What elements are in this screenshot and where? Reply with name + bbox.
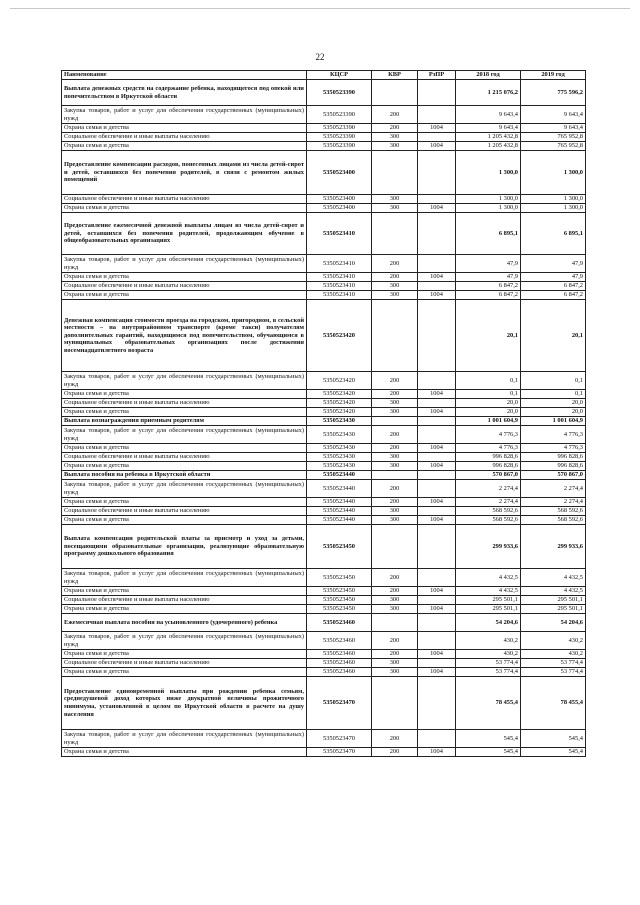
table-row	[62, 596, 586, 605]
cell-name: Охрана семьи и детства	[62, 587, 307, 596]
cell-rzpr: 1004	[418, 124, 456, 133]
cell-rzpr: 1004	[418, 444, 456, 453]
cell-2018: 78 455,4	[456, 677, 521, 730]
table-row	[62, 204, 586, 213]
cell-name: Выплата пособия на ребенка в Иркутской области	[62, 471, 307, 480]
cell-2018: 6 895,1	[456, 213, 521, 255]
cell-rzpr	[418, 399, 456, 408]
cell-rzpr	[418, 659, 456, 668]
cell-2018: 6 847,2	[456, 282, 521, 291]
cell-kcsr: 5350523420	[307, 390, 372, 399]
cell-rzpr: 1004	[418, 291, 456, 300]
cell-kvr: 200	[372, 480, 418, 498]
cell-2018: 295 501,1	[456, 605, 521, 614]
table-row	[62, 507, 586, 516]
cell-kvr: 300	[372, 668, 418, 677]
cell-kvr: 200	[372, 273, 418, 282]
cell-kvr: 300	[372, 195, 418, 204]
cell-2018: 1 001 604,9	[456, 417, 521, 426]
cell-2018: 53 774,4	[456, 668, 521, 677]
cell-kvr: 300	[372, 605, 418, 614]
cell-kvr: 300	[372, 142, 418, 151]
cell-kvr: 300	[372, 596, 418, 605]
cell-2019: 47,9	[521, 273, 586, 282]
cell-2018: 9 643,4	[456, 106, 521, 124]
cell-kvr: 300	[372, 282, 418, 291]
cell-kcsr: 5350523440	[307, 471, 372, 480]
cell-2019: 53 774,4	[521, 659, 586, 668]
cell-2018: 47,9	[456, 255, 521, 273]
cell-2018: 20,0	[456, 399, 521, 408]
header-rzpr: РзПР	[418, 71, 456, 80]
cell-kvr: 200	[372, 569, 418, 587]
cell-kvr: 300	[372, 399, 418, 408]
cell-name: Денежная компенсация стоимости проезда на городском, пригородном, в сельской местности – на внутрирайонном транспорте (кроме такси) получателям дополнительных гарантий, находящимся под попечительством, обучающимся в муниципальных образовательных организациях после достижения восемнадцатилетнего возраста	[62, 300, 307, 372]
cell-kcsr: 5350523390	[307, 106, 372, 124]
cell-kcsr: 5350523460	[307, 614, 372, 632]
cell-kcsr: 5350523430	[307, 462, 372, 471]
cell-2018: 0,1	[456, 372, 521, 390]
cell-kcsr: 5350523440	[307, 480, 372, 498]
cell-kvr: 300	[372, 291, 418, 300]
cell-kvr	[372, 213, 418, 255]
cell-kvr: 200	[372, 426, 418, 444]
table-body	[62, 80, 586, 757]
cell-2019: 299 933,6	[521, 525, 586, 569]
cell-2018: 9 643,4	[456, 124, 521, 133]
cell-kcsr: 5350523430	[307, 426, 372, 444]
cell-name: Предоставление компенсации расходов, понесенных лицами из числа детей-сирот и детей, оставшихся без попечения родителей, в связи с ремонтом жилых помещений	[62, 151, 307, 195]
cell-kcsr: 5350523470	[307, 677, 372, 730]
cell-kvr	[372, 300, 418, 372]
cell-name: Охрана семьи и детства	[62, 498, 307, 507]
cell-name: Охрана семьи и детства	[62, 748, 307, 757]
cell-rzpr	[418, 282, 456, 291]
cell-kcsr: 5350523400	[307, 151, 372, 195]
cell-kcsr: 5350523410	[307, 291, 372, 300]
cell-rzpr: 1004	[418, 498, 456, 507]
cell-2019: 0,1	[521, 390, 586, 399]
cell-2019: 295 501,1	[521, 596, 586, 605]
table-row	[62, 390, 586, 399]
cell-2019: 568 592,6	[521, 516, 586, 525]
cell-kcsr: 5350523460	[307, 632, 372, 650]
cell-2019: 2 274,4	[521, 480, 586, 498]
cell-rzpr: 1004	[418, 668, 456, 677]
cell-kcsr: 5350523420	[307, 408, 372, 417]
table-row	[62, 480, 586, 498]
table-row	[62, 106, 586, 124]
header-2018: 2018 год	[456, 71, 521, 80]
cell-rzpr	[418, 677, 456, 730]
cell-name: Социальное обеспечение и иные выплаты населению	[62, 659, 307, 668]
cell-rzpr	[418, 417, 456, 426]
cell-2018: 1 300,0	[456, 204, 521, 213]
cell-kvr: 300	[372, 462, 418, 471]
cell-kcsr: 5350523430	[307, 444, 372, 453]
cell-2018: 20,0	[456, 408, 521, 417]
cell-2018: 568 592,6	[456, 516, 521, 525]
cell-kvr: 300	[372, 408, 418, 417]
cell-2018: 20,1	[456, 300, 521, 372]
cell-2019: 996 828,6	[521, 462, 586, 471]
cell-2018: 1 300,0	[456, 195, 521, 204]
cell-2018: 1 205 432,8	[456, 133, 521, 142]
cell-kcsr: 5350523450	[307, 587, 372, 596]
table-row	[62, 372, 586, 390]
cell-name: Охрана семьи и детства	[62, 204, 307, 213]
table-row	[62, 453, 586, 462]
cell-2019: 295 501,1	[521, 605, 586, 614]
table-row	[62, 462, 586, 471]
cell-rzpr: 1004	[418, 587, 456, 596]
cell-kvr: 200	[372, 748, 418, 757]
cell-rzpr	[418, 106, 456, 124]
cell-2018: 2 274,4	[456, 498, 521, 507]
cell-kvr: 200	[372, 390, 418, 399]
cell-kcsr: 5350523390	[307, 142, 372, 151]
cell-name: Охрана семьи и детства	[62, 650, 307, 659]
cell-2019: 1 001 604,9	[521, 417, 586, 426]
cell-rzpr	[418, 507, 456, 516]
cell-rzpr: 1004	[418, 748, 456, 757]
table-row	[62, 730, 586, 748]
cell-2018: 53 774,4	[456, 659, 521, 668]
table-row	[62, 677, 586, 730]
cell-rzpr	[418, 195, 456, 204]
cell-rzpr	[418, 569, 456, 587]
cell-kvr	[372, 677, 418, 730]
cell-name: Охрана семьи и детства	[62, 142, 307, 151]
cell-kcsr: 5350523400	[307, 204, 372, 213]
table-row	[62, 525, 586, 569]
table-row	[62, 516, 586, 525]
cell-kcsr: 5350523400	[307, 195, 372, 204]
table-row	[62, 426, 586, 444]
cell-2019: 4 776,3	[521, 444, 586, 453]
cell-name: Охрана семьи и детства	[62, 444, 307, 453]
table-row	[62, 408, 586, 417]
cell-2019: 9 643,4	[521, 124, 586, 133]
cell-name: Социальное обеспечение и иные выплаты населению	[62, 507, 307, 516]
cell-2019: 0,1	[521, 372, 586, 390]
cell-kcsr: 5350523390	[307, 80, 372, 106]
table-row	[62, 498, 586, 507]
cell-kcsr: 5350523440	[307, 498, 372, 507]
cell-kcsr: 5350523430	[307, 417, 372, 426]
cell-kvr: 300	[372, 659, 418, 668]
cell-name: Социальное обеспечение и иные выплаты населению	[62, 133, 307, 142]
cell-2018: 4 776,3	[456, 426, 521, 444]
cell-kvr: 200	[372, 444, 418, 453]
cell-kvr	[372, 80, 418, 106]
cell-name: Закупка товаров, работ и услуг для обеспечения государственных (муниципальных) нужд	[62, 730, 307, 748]
cell-rzpr	[418, 525, 456, 569]
table-row	[62, 282, 586, 291]
table-row	[62, 748, 586, 757]
table-row	[62, 659, 586, 668]
cell-2018: 47,9	[456, 273, 521, 282]
cell-2018: 6 847,2	[456, 291, 521, 300]
cell-rzpr	[418, 730, 456, 748]
cell-name: Закупка товаров, работ и услуг для обеспечения государственных (муниципальных) нужд	[62, 569, 307, 587]
cell-2018: 2 274,4	[456, 480, 521, 498]
cell-kvr	[372, 151, 418, 195]
cell-2019: 6 847,2	[521, 282, 586, 291]
cell-kvr	[372, 417, 418, 426]
cell-kcsr: 5350523440	[307, 516, 372, 525]
table-row	[62, 471, 586, 480]
table-header-row	[62, 71, 586, 80]
cell-2019: 4 432,5	[521, 569, 586, 587]
cell-name: Охрана семьи и детства	[62, 516, 307, 525]
cell-2019: 1 300,0	[521, 195, 586, 204]
cell-2018: 570 867,0	[456, 471, 521, 480]
cell-2019: 570 867,0	[521, 471, 586, 480]
cell-rzpr: 1004	[418, 605, 456, 614]
cell-kcsr: 5350523410	[307, 273, 372, 282]
cell-2019: 20,0	[521, 408, 586, 417]
cell-2019: 4 432,5	[521, 587, 586, 596]
cell-rzpr: 1004	[418, 408, 456, 417]
table-row	[62, 569, 586, 587]
budget-table	[61, 70, 586, 757]
cell-kcsr: 5350523420	[307, 300, 372, 372]
cell-rzpr: 1004	[418, 462, 456, 471]
cell-rzpr	[418, 471, 456, 480]
cell-2018: 4 432,5	[456, 587, 521, 596]
cell-rzpr	[418, 480, 456, 498]
cell-kvr: 300	[372, 133, 418, 142]
cell-kvr: 300	[372, 516, 418, 525]
cell-name: Закупка товаров, работ и услуг для обеспечения государственных (муниципальных) нужд	[62, 426, 307, 444]
cell-kcsr: 5350523450	[307, 605, 372, 614]
cell-kvr: 300	[372, 507, 418, 516]
cell-kcsr: 5350523470	[307, 730, 372, 748]
cell-kvr: 200	[372, 650, 418, 659]
cell-kcsr: 5350523420	[307, 372, 372, 390]
table-row	[62, 133, 586, 142]
cell-name: Социальное обеспечение и иные выплаты населению	[62, 596, 307, 605]
table-row	[62, 195, 586, 204]
cell-kcsr: 5350523450	[307, 596, 372, 605]
cell-2018: 4 432,5	[456, 569, 521, 587]
cell-kcsr: 5350523390	[307, 133, 372, 142]
cell-name: Ежемесячная выплата пособия на усыновленного (удочеренного) ребенка	[62, 614, 307, 632]
cell-2018: 4 776,3	[456, 444, 521, 453]
cell-name: Охрана семьи и детства	[62, 273, 307, 282]
cell-2019: 765 952,8	[521, 133, 586, 142]
cell-rzpr	[418, 133, 456, 142]
cell-kvr: 200	[372, 106, 418, 124]
table-row	[62, 444, 586, 453]
cell-name: Охрана семьи и детства	[62, 390, 307, 399]
cell-name: Закупка товаров, работ и услуг для обеспечения государственных (муниципальных) нужд	[62, 372, 307, 390]
cell-rzpr	[418, 372, 456, 390]
cell-name: Выплата денежных средств на содержание ребенка, находящегося под опекой или попечительством в Иркутской области	[62, 80, 307, 106]
table-row	[62, 417, 586, 426]
cell-rzpr	[418, 632, 456, 650]
top-rule	[10, 8, 630, 9]
table-row	[62, 80, 586, 106]
cell-kvr	[372, 614, 418, 632]
cell-2019: 6 847,2	[521, 291, 586, 300]
cell-2018: 54 204,6	[456, 614, 521, 632]
table-row	[62, 273, 586, 282]
cell-name: Социальное обеспечение и иные выплаты населению	[62, 453, 307, 462]
table-row	[62, 151, 586, 195]
cell-2018: 996 828,6	[456, 462, 521, 471]
header-2019: 2019 год	[521, 71, 586, 80]
cell-rzpr: 1004	[418, 390, 456, 399]
cell-name: Выплата вознаграждения приемным родителям	[62, 417, 307, 426]
cell-2018: 996 828,6	[456, 453, 521, 462]
cell-rzpr	[418, 614, 456, 632]
cell-name: Предоставление единовременной выплаты при рождении ребенка семьям, среднедушевой доход которых ниже двукратной величины прожиточного минимума, установленной в целом по Иркутской области в расчете на душу населения	[62, 677, 307, 730]
table-row	[62, 255, 586, 273]
cell-kcsr: 5350523460	[307, 659, 372, 668]
cell-2019: 568 592,6	[521, 507, 586, 516]
cell-kcsr: 5350523430	[307, 453, 372, 462]
cell-2019: 20,0	[521, 399, 586, 408]
cell-2018: 430,2	[456, 632, 521, 650]
cell-kvr: 300	[372, 453, 418, 462]
cell-name: Социальное обеспечение и иные выплаты населению	[62, 282, 307, 291]
cell-2019: 430,2	[521, 650, 586, 659]
table-row	[62, 650, 586, 659]
cell-kvr: 200	[372, 372, 418, 390]
cell-2018: 299 933,6	[456, 525, 521, 569]
cell-2018: 1 205 432,8	[456, 142, 521, 151]
cell-2019: 430,2	[521, 632, 586, 650]
cell-kvr: 200	[372, 498, 418, 507]
page-number: 22	[315, 52, 325, 62]
cell-name: Охрана семьи и детства	[62, 408, 307, 417]
cell-rzpr	[418, 453, 456, 462]
cell-kcsr: 5350523450	[307, 525, 372, 569]
cell-kcsr: 5350523420	[307, 399, 372, 408]
cell-2019: 53 774,4	[521, 668, 586, 677]
cell-rzpr: 1004	[418, 650, 456, 659]
cell-rzpr: 1004	[418, 204, 456, 213]
cell-rzpr	[418, 255, 456, 273]
cell-2019: 1 300,0	[521, 204, 586, 213]
cell-rzpr	[418, 213, 456, 255]
cell-2018: 295 501,1	[456, 596, 521, 605]
table-row	[62, 605, 586, 614]
cell-2019: 1 300,0	[521, 151, 586, 195]
table-row	[62, 291, 586, 300]
cell-kcsr: 5350523470	[307, 748, 372, 757]
table-row	[62, 632, 586, 650]
cell-kcsr: 5350523410	[307, 255, 372, 273]
header-name: Наименование	[62, 71, 307, 80]
cell-kvr: 200	[372, 587, 418, 596]
cell-name: Охрана семьи и детства	[62, 124, 307, 133]
cell-name: Социальное обеспечение и иные выплаты населению	[62, 195, 307, 204]
table-row	[62, 614, 586, 632]
cell-kvr: 200	[372, 730, 418, 748]
cell-kvr	[372, 471, 418, 480]
cell-kcsr: 5350523410	[307, 282, 372, 291]
cell-2018: 545,4	[456, 730, 521, 748]
cell-kvr	[372, 525, 418, 569]
cell-name: Охрана семьи и детства	[62, 668, 307, 677]
cell-2018: 1 300,0	[456, 151, 521, 195]
cell-2019: 4 776,3	[521, 426, 586, 444]
cell-name: Охрана семьи и детства	[62, 462, 307, 471]
cell-2019: 775 596,2	[521, 80, 586, 106]
header-kvr: КВР	[372, 71, 418, 80]
cell-name: Закупка товаров, работ и услуг для обеспечения государственных (муниципальных) нужд	[62, 632, 307, 650]
header-kcsr: КЦСР	[307, 71, 372, 80]
table-row	[62, 668, 586, 677]
cell-kcsr: 5350523460	[307, 650, 372, 659]
cell-rzpr	[418, 151, 456, 195]
cell-kvr: 300	[372, 204, 418, 213]
cell-rzpr: 1004	[418, 273, 456, 282]
cell-2018: 545,4	[456, 748, 521, 757]
cell-2019: 765 952,8	[521, 142, 586, 151]
cell-rzpr	[418, 80, 456, 106]
cell-rzpr: 1004	[418, 516, 456, 525]
cell-2018: 0,1	[456, 390, 521, 399]
cell-kcsr: 5350523390	[307, 124, 372, 133]
table-row	[62, 300, 586, 372]
cell-2018: 568 592,6	[456, 507, 521, 516]
cell-name: Охрана семьи и детства	[62, 605, 307, 614]
table-row	[62, 587, 586, 596]
cell-rzpr	[418, 596, 456, 605]
cell-rzpr	[418, 426, 456, 444]
cell-2018: 430,2	[456, 650, 521, 659]
table-row	[62, 124, 586, 133]
cell-rzpr: 1004	[418, 142, 456, 151]
cell-name: Предоставление ежемесячной денежной выплаты лицам из числа детей-сирот и детей, оставшихся без попечения родителей, продолжающим обучение в общеобразовательных организациях	[62, 213, 307, 255]
cell-kvr: 200	[372, 632, 418, 650]
cell-kcsr: 5350523450	[307, 569, 372, 587]
cell-kcsr: 5350523410	[307, 213, 372, 255]
cell-2019: 545,4	[521, 748, 586, 757]
cell-2019: 20,1	[521, 300, 586, 372]
cell-kcsr: 5350523440	[307, 507, 372, 516]
cell-2019: 2 274,4	[521, 498, 586, 507]
cell-name: Выплата компенсации родительской платы за присмотр и уход за детьми, посещающими образовательные организации, реализующие образовательную программу дошкольного образования	[62, 525, 307, 569]
cell-2019: 996 828,6	[521, 453, 586, 462]
cell-2018: 1 215 076,2	[456, 80, 521, 106]
cell-kvr: 200	[372, 124, 418, 133]
cell-2019: 9 643,4	[521, 106, 586, 124]
cell-name: Социальное обеспечение и иные выплаты населению	[62, 399, 307, 408]
cell-2019: 78 455,4	[521, 677, 586, 730]
cell-2019: 545,4	[521, 730, 586, 748]
table-row	[62, 213, 586, 255]
cell-2019: 6 895,1	[521, 213, 586, 255]
cell-2019: 47,9	[521, 255, 586, 273]
table-row	[62, 399, 586, 408]
cell-rzpr	[418, 300, 456, 372]
cell-kvr: 200	[372, 255, 418, 273]
cell-name: Охрана семьи и детства	[62, 291, 307, 300]
cell-name: Закупка товаров, работ и услуг для обеспечения государственных (муниципальных) нужд	[62, 106, 307, 124]
cell-name: Закупка товаров, работ и услуг для обеспечения государственных (муниципальных) нужд	[62, 480, 307, 498]
table-row	[62, 142, 586, 151]
cell-name: Закупка товаров, работ и услуг для обеспечения государственных (муниципальных) нужд	[62, 255, 307, 273]
cell-2019: 54 204,6	[521, 614, 586, 632]
cell-kcsr: 5350523460	[307, 668, 372, 677]
